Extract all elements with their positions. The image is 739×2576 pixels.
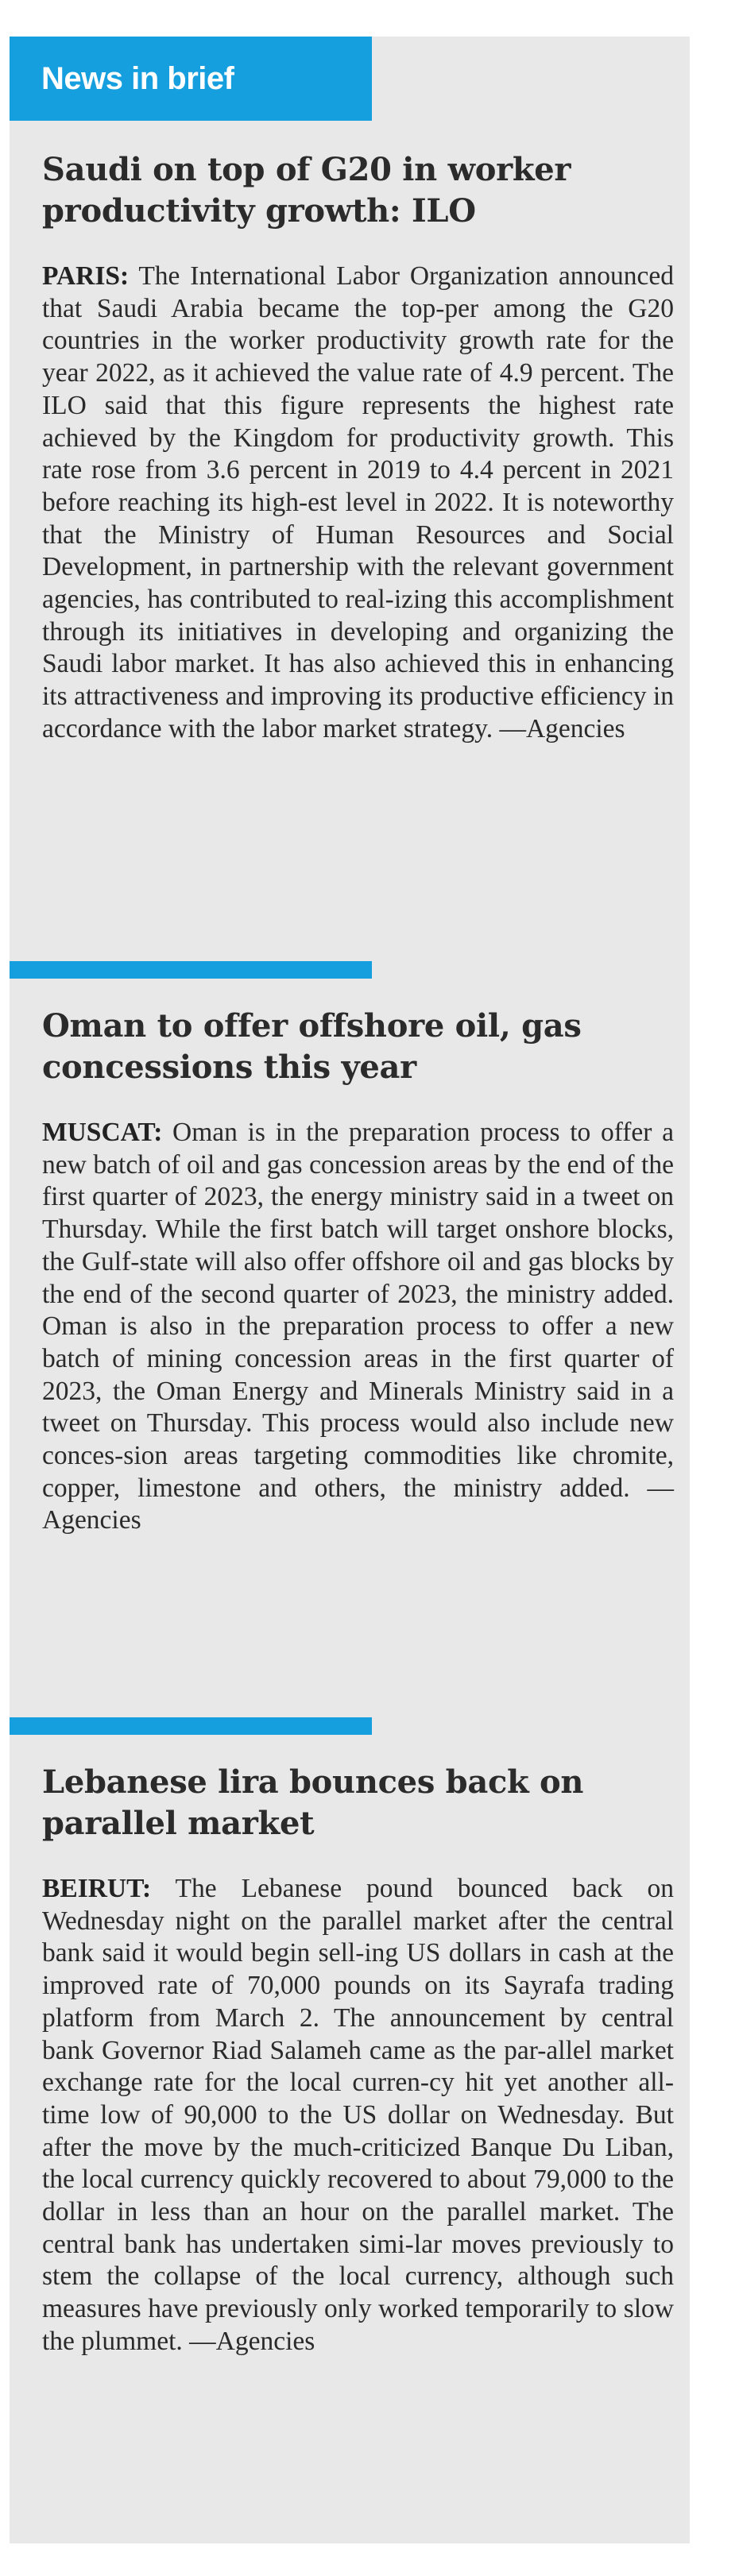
news-story-lebanon xyxy=(42,1762,674,2358)
news-story-oman xyxy=(42,1006,674,1537)
story-dateline: BEIRUT: xyxy=(42,1874,152,1903)
story-text: Oman is in the preparation process to offer a new batch of oil and gas concession areas by the end of the first quarter of 2023, the energy ministry said in a tweet on Thursday. While the first batch will target onshore blocks, the Gulf-state will also offer offshore oil and gas blocks by the end of the second quarter of 2023, the ministry added. Oman is also in the preparation process to offer a new batch of mining concession areas in the first quarter of 2023, the Oman Energy and Minerals Ministry said in a tweet on Thursday. This process would also include new conces-sion areas targeting commodities like chromite, copper, limestone and others, the ministry added. — Agencies xyxy=(42,1118,674,1535)
section-tag: News in brief xyxy=(10,37,372,121)
story-dateline: MUSCAT: xyxy=(42,1118,163,1147)
story-text: The International Labor Organization announced that Saudi Arabia became the top-per among the G20 countries in the worker productivity growth rate for the year 2022, as it achieved the value rate of 4.9 percent. The ILO said that this figure represents the highest rate achieved by the Kingdom for productivity growth. This rate rose from 3.6 percent in 2019 to 4.4 percent in 2021 before reaching its high-est level in 2022. It is noteworthy that the Ministry of Human Resources and Social Development, in partnership with the relevant government agencies, has contributed to real-izing this accomplishment through its initiatives in developing and organizing the Saudi labor market. It has also achieved this in enhancing its attractiveness and improving its productive efficiency in accordance with the labor market strategy. —Agencies xyxy=(42,261,674,743)
story-body xyxy=(42,261,674,746)
story-headline: Oman to offer offshore oil, gas concessions this year xyxy=(42,1007,582,1086)
story-headline: Saudi on top of G20 in worker productivity growth: ILO xyxy=(42,151,571,230)
story-text: The Lebanese pound bounced back on Wednesday night on the parallel market after the central bank said it would begin sell-ing US dollars in cash at the improved rate of 70,000 pounds on its Sayrafa trading platform from March 2. The announcement by central bank Governor Riad Salameh came as the par-allel market exchange rate for the local curren-cy hit yet another all-time low of 90,000 to the US dollar on Wednesday. But after the move by the much-criticized Banque Du Liban, the local currency quickly recovered to about 79,000 to the dollar in less than an hour on the parallel market. The central bank has undertaken simi-lar moves previously to stem the collapse of the local currency, although such measures have previously only worked temporarily to slow the plummet. —Agencies xyxy=(42,1874,674,2356)
section-divider xyxy=(10,961,372,979)
section-divider xyxy=(10,1717,372,1735)
story-body xyxy=(42,1117,674,1537)
story-body xyxy=(42,1873,674,2358)
news-story-saudi xyxy=(42,149,674,746)
story-headline: Lebanese lira bounces back on parallel market xyxy=(42,1763,584,1842)
story-dateline: PARIS: xyxy=(42,261,130,291)
